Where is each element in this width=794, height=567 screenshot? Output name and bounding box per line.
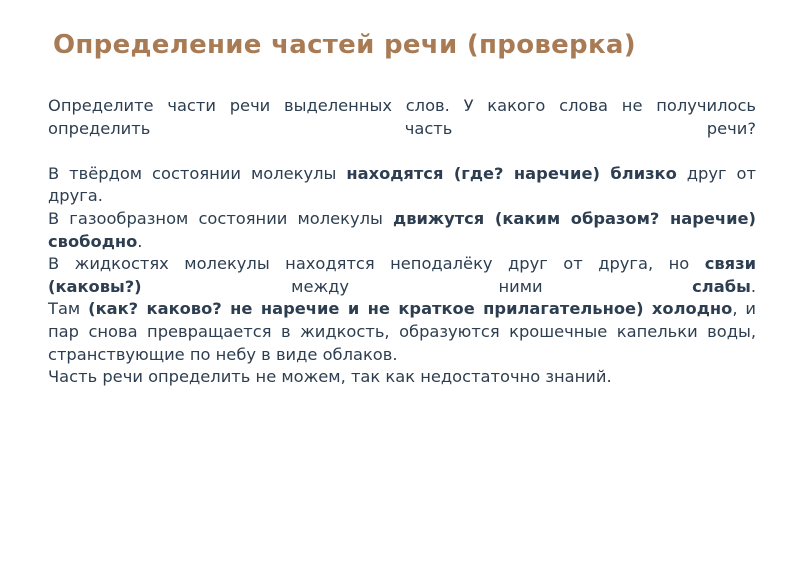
- sentence-gas-text-a: В газообразном состоянии молекулы: [48, 208, 394, 228]
- sentence-gas-text-c: .: [137, 231, 143, 251]
- slide-body: [48, 95, 756, 389]
- sentence-solid-bold: находятся (где? наречие) близко: [346, 163, 677, 183]
- sentence-gas: [48, 208, 756, 253]
- sentence-liquid: [48, 253, 756, 298]
- slide-title: Определение частей речи (проверка): [53, 30, 636, 60]
- conclusion-sentence: Часть речи определить не можем, так как недостаточно знаний.: [48, 367, 612, 387]
- sentence-cold-text-c: , и пар снова превращается в жидкость, образуются крошечные капельки воды, странствующие по небу в виде облаков.: [48, 299, 756, 364]
- sentence-liquid-bold-1: связи (каковы?): [48, 254, 756, 296]
- sentence-liquid-text-a: В жидкостях молекулы находятся неподалёку друг от друга, но: [48, 254, 705, 274]
- sentence-liquid-bold-2: слабы: [692, 276, 751, 296]
- sentence-gas-bold: движутся (каким образом? наречие) свободно: [48, 208, 756, 251]
- sentence-liquid-text-e: .: [750, 276, 756, 296]
- sentence-solid-text-a: В твёрдом состоянии молекулы: [48, 163, 347, 183]
- sentence-solid: [48, 163, 756, 208]
- sentence-cold-text-a: Там: [48, 299, 89, 319]
- sentence-solid-text-c: друг от друга.: [48, 163, 756, 206]
- sentence-cold-bold: (как? каково? не наречие и не краткое прилагательное) холодно: [88, 299, 733, 319]
- intro-paragraph: Определите части речи выделенных слов. У какого слова не получилось определить часть речи?: [48, 96, 756, 138]
- sentence-cold: [48, 298, 756, 366]
- sentence-liquid-text-c: между ними: [141, 276, 693, 296]
- paragraph-gap: [48, 140, 756, 163]
